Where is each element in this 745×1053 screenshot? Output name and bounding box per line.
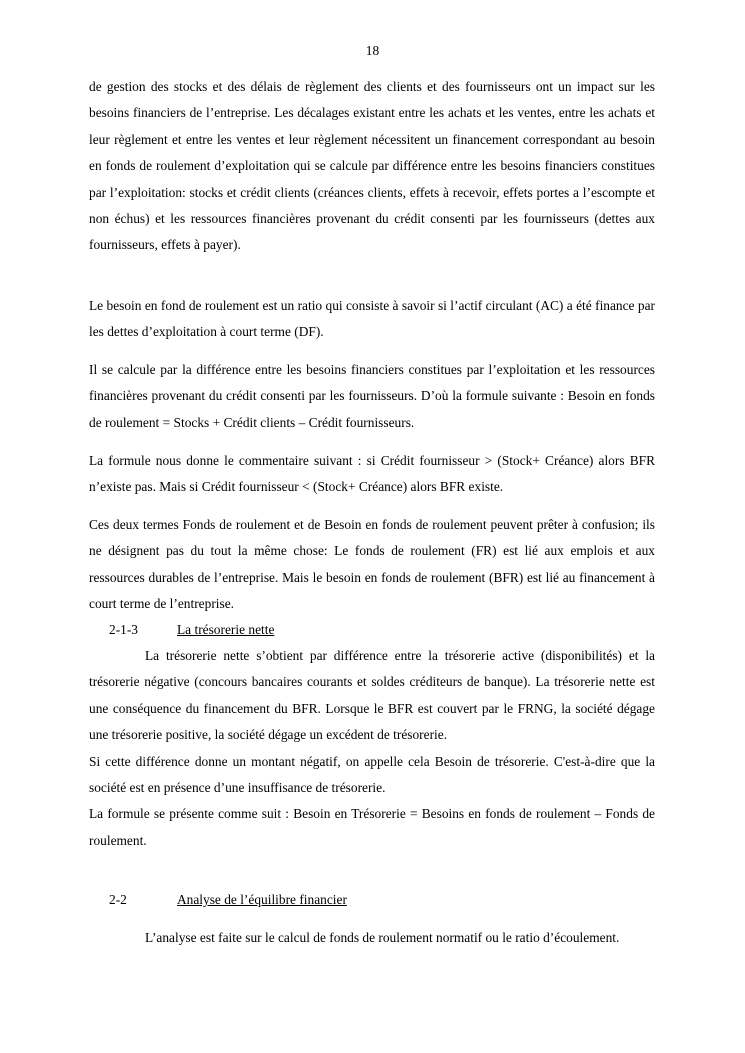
paragraph-text: La trésorerie nette s’obtient par différence entre la trésorerie active (disponibilités) et la trésorerie négative (concours bancaires courants et soldes créditeurs de banque). La trésorerie nette est une conséquence du financement du BFR. Lorsque le BFR est couvert par le FRNG, la société dégage une trésorerie positive, la société dégage un excédent de trésorerie. [89, 648, 655, 743]
paragraph-bfr-exploitation [89, 74, 655, 259]
paragraph-text: L’analyse est faite sur le calcul de fonds de roulement normatif ou le ratio d’écoulement. [145, 930, 620, 945]
paragraph-text: Si cette différence donne un montant négatif, on appelle cela Besoin de trésorerie. C'est-à-dire que la société est en présence d’une insuffisance de trésorerie. [89, 753, 655, 796]
section-title: La trésorerie nette [177, 622, 275, 637]
paragraph-text: La formule nous donne le commentaire suivant : si Crédit fournisseur > (Stock+ Créance) alors BFR n’existe pas. Mais si Crédit fournisseur < (Stock+ Créance) alors BFR existe. [89, 453, 655, 495]
section-heading-2-2 [89, 887, 655, 913]
paragraph-text: de gestion des stocks et des délais de règlement des clients et des fournisseurs ont un impact sur les besoins financiers de l’entreprise. Les décalages existant entre les achats et les ventes, entre les achats et leur règlement et entre les ventes et leur règlement nécessitent un financement correspondant au besoin en fonds de roulement d’exploitation qui se calcule par différence entre les besoins financiers constitues par l’exploitation: stocks et crédit clients (créances clients, effets à recevoir, effets portes a l’escompte et non échus) et les ressources financières provenant du crédit consenti par les fournisseurs (dettes aux fournisseurs, effets à payer). [89, 79, 655, 253]
section-heading-2-1-3 [89, 617, 655, 643]
section-title: Analyse de l’équilibre financier [177, 892, 347, 907]
paragraph-text: La formule se présente comme suit : Besoin en Trésorerie = Besoins en fonds de roulement – Fonds de roulement. [89, 806, 655, 848]
section-number: 2-2 [109, 892, 127, 907]
paragraph-text: Il se calcule par la différence entre les besoins financiers constitues par l’exploitation et les ressources financières provenant du crédit consenti par les fournisseurs. D’où la formule suivante : Besoin en fonds de roulement = Stocks + Crédit clients – Crédit fournisseurs. [89, 362, 655, 430]
paragraph-analyse [89, 925, 655, 951]
paragraph-text: Ces deux termes Fonds de roulement et de Besoin en fonds de roulement peuvent prêter à confusion; ils ne désignent pas du tout la même chose: Le fonds de roulement (FR) est lié aux emplois et aux ressources durables de l’entreprise. Mais le besoin en fonds de roulement (BFR) est lié au financement à court terme de l’entreprise. [89, 517, 655, 612]
section-equilibre-financier [89, 887, 655, 913]
paragraph-bfr-formula [89, 357, 655, 436]
page-number: 18 [365, 43, 380, 58]
paragraph-fr-vs-bfr [89, 512, 655, 618]
paragraph-bfr-comment [89, 448, 655, 501]
paragraph-bfr-ratio [89, 293, 655, 346]
section-number: 2-1-3 [109, 622, 139, 637]
paragraph-text: Le besoin en fond de roulement est un ratio qui consiste à savoir si l’actif circulant (AC) a été finance par les dettes d’exploitation à court terme (DF). [89, 298, 655, 340]
section-tresorerie-nette [89, 617, 655, 854]
